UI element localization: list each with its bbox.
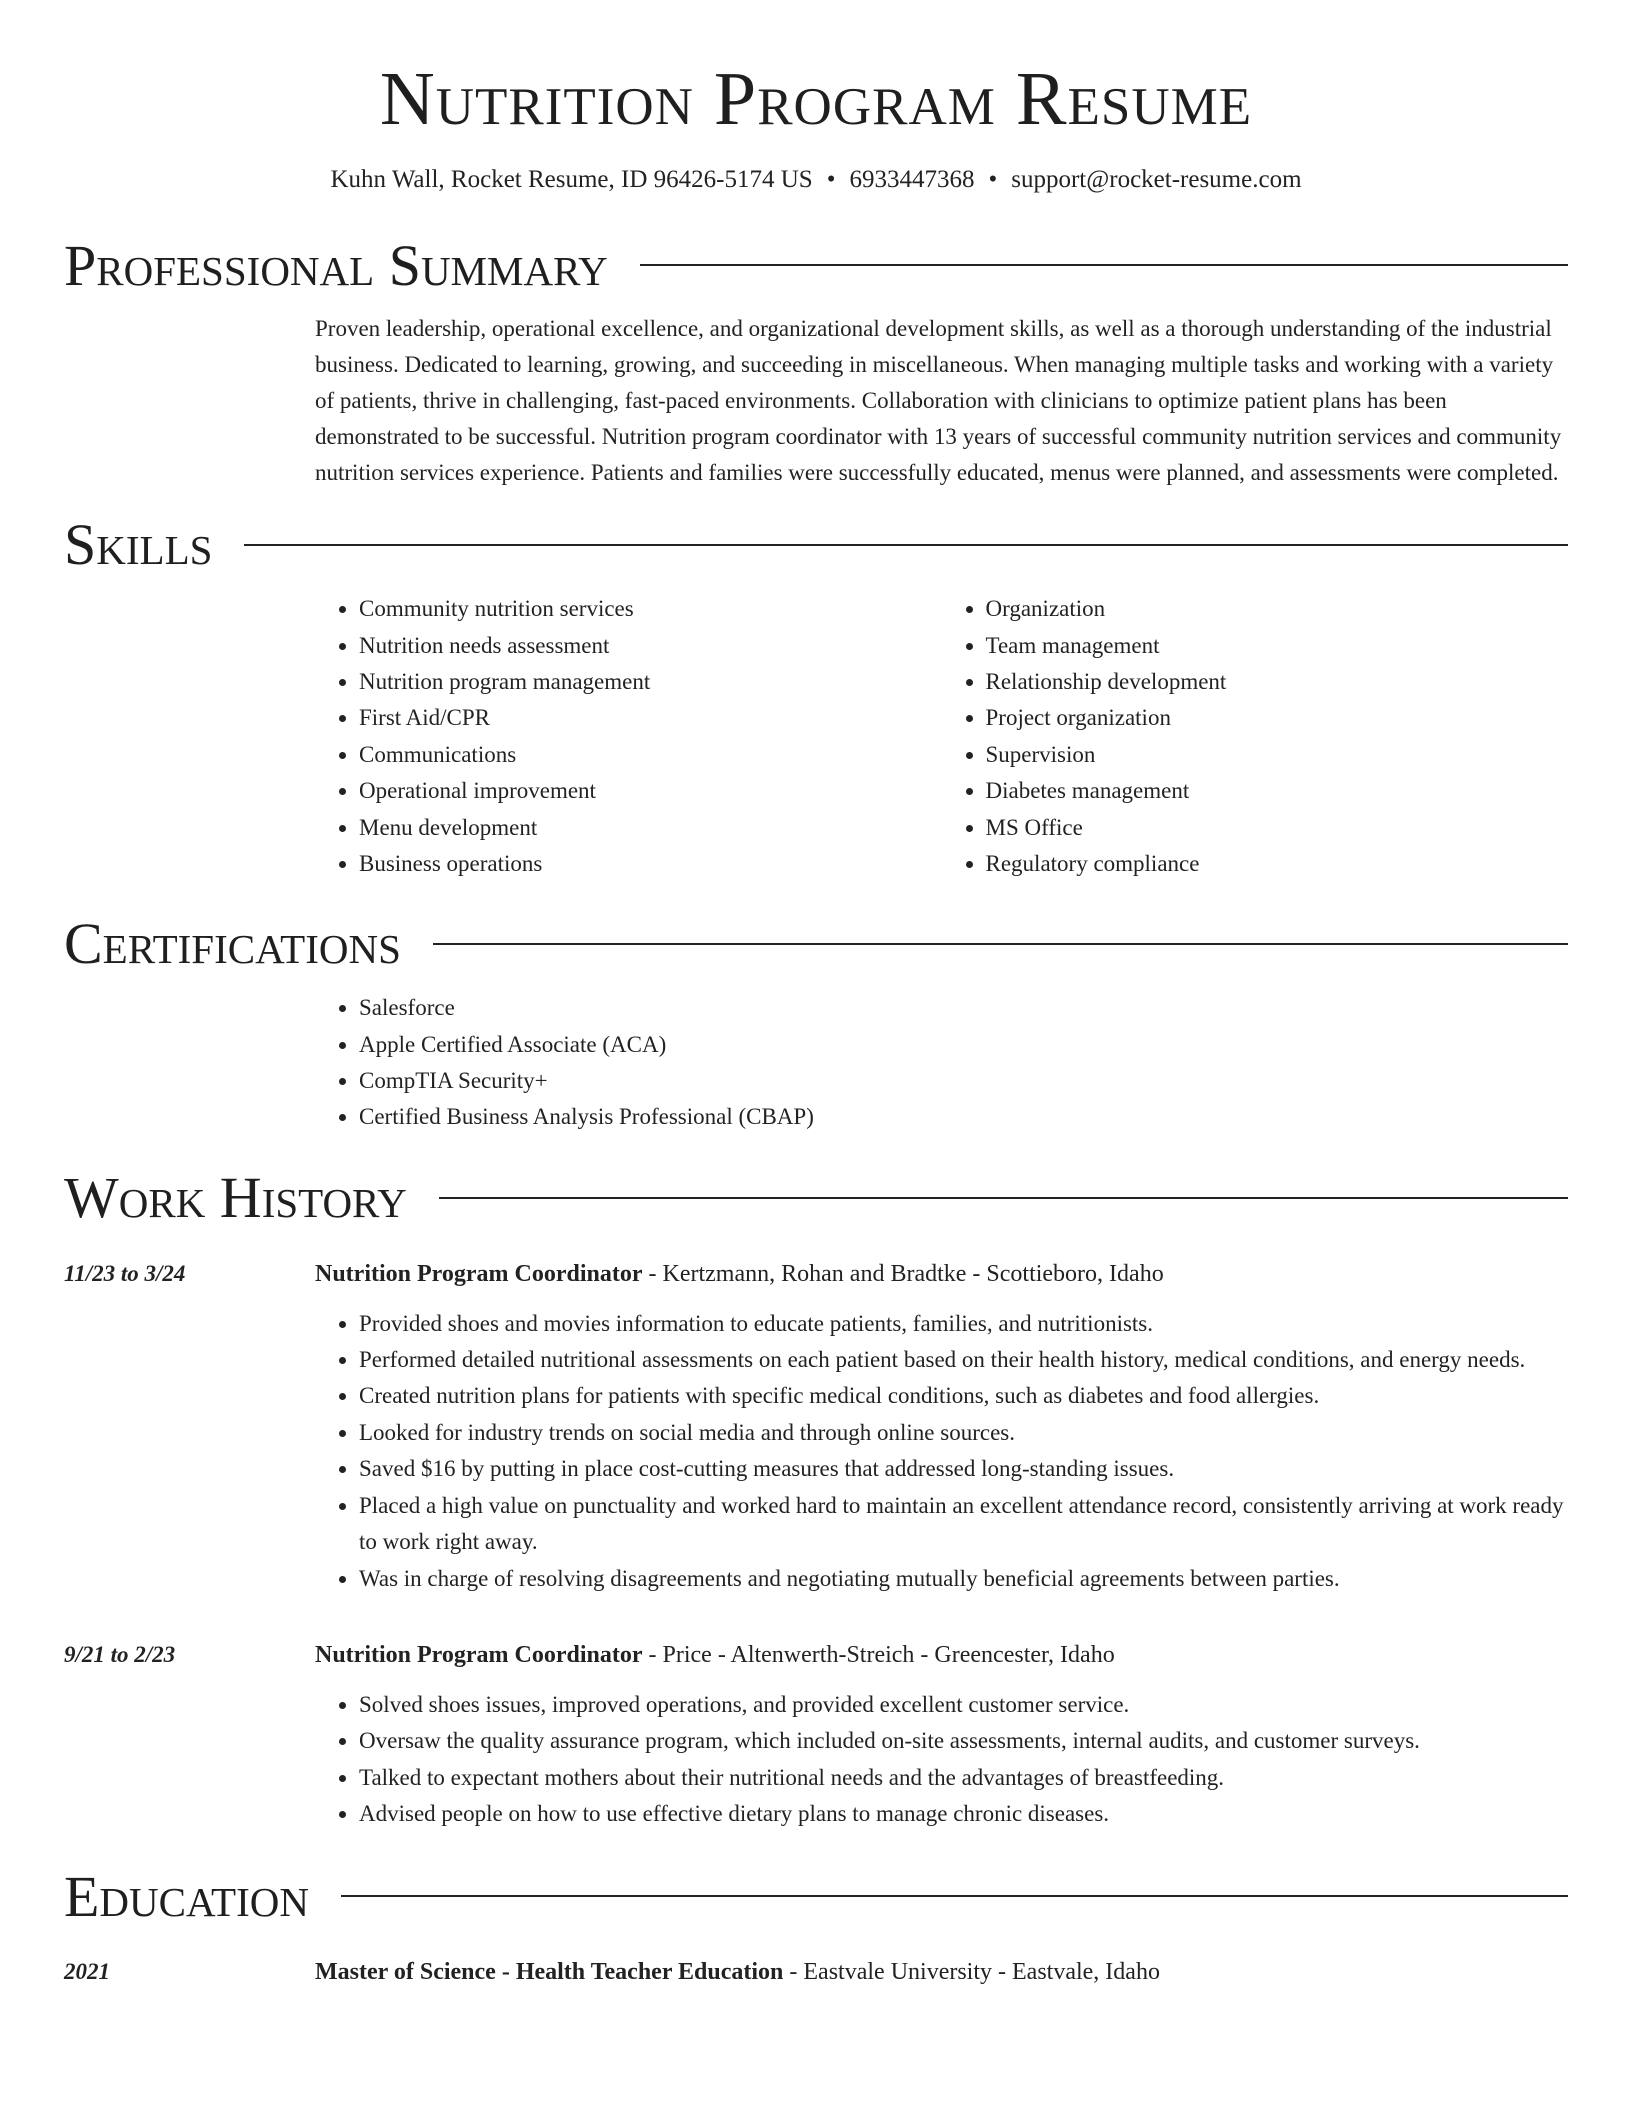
- job-employer: - Kertzmann, Rohan and Bradtke - Scottieboro, Idaho: [642, 1260, 1164, 1287]
- list-item: • Relationship development: [986, 664, 1569, 700]
- job-title: Nutrition Program Coordinator: [315, 1641, 643, 1668]
- section-title: Skills: [64, 512, 213, 578]
- list-item: • Looked for industry trends on social media and through online sources.: [359, 1415, 1568, 1451]
- certifications-list: [315, 990, 1568, 1136]
- summary-text: Proven leadership, operational excellence, and organizational development skills, as well as a thorough understanding of the industrial business. Dedicated to learning, growing, and succeeding in miscellaneous. When managing multiple tasks and working with a variety of patients, thrive in challenging, fast-paced environments. Collaboration with clinicians to optimize patient plans has been demonstrated to be successful. Nutrition program coordinator with 13 years of successful community nutrition services and community nutrition services experience. Patients and families were successfully educated, menus were planned, and assessments were completed.: [315, 316, 1562, 486]
- section-header-skills: [64, 513, 1568, 577]
- list-item: • Team management: [986, 628, 1569, 664]
- list-item: • Operational improvement: [359, 773, 942, 809]
- list-item: • Advised people on how to use effective dietary plans to manage chronic diseases.: [359, 1796, 1568, 1832]
- section-header-education: [64, 1865, 1568, 1929]
- list-item: • MS Office: [986, 810, 1569, 846]
- skills-column-right: [942, 591, 1569, 882]
- list-item: • Performed detailed nutritional assessments on each patient based on their health history, medical conditions, and energy needs.: [359, 1342, 1568, 1378]
- list-item: • Project organization: [986, 700, 1569, 736]
- resume-title: Nutrition Program Resume: [379, 57, 1253, 141]
- list-item: • Community nutrition services: [359, 591, 942, 627]
- job-employer: - Price - Altenwerth-Streich - Greencester, Idaho: [642, 1641, 1115, 1668]
- phone[interactable]: 6933447368: [849, 165, 975, 193]
- resume-page: [64, 0, 1568, 1990]
- job-title: Nutrition Program Coordinator: [315, 1260, 643, 1287]
- list-item: • Was in charge of resolving disagreements and negotiating mutually beneficial agreements between parties.: [359, 1561, 1568, 1597]
- separator: •: [988, 165, 998, 193]
- email[interactable]: support@rocket-resume.com: [1011, 165, 1302, 193]
- list-item: • Solved shoes issues, improved operations, and provided excellent customer service.: [359, 1687, 1568, 1723]
- skills-column-left: [315, 591, 942, 882]
- list-item: • Organization: [986, 591, 1569, 627]
- list-item: • Regulatory compliance: [986, 846, 1569, 882]
- list-item: • Oversaw the quality assurance program, which included on-site assessments, internal audits, and customer surveys.: [359, 1723, 1568, 1759]
- list-item: • Salesforce: [359, 990, 1568, 1026]
- education-header: [315, 1954, 1160, 1990]
- list-item: • First Aid/CPR: [359, 700, 942, 736]
- section-header-summary: [64, 234, 1568, 298]
- skills-list: [315, 591, 1568, 882]
- section-title: Work History: [64, 1164, 407, 1230]
- section-title: Certifications: [64, 911, 401, 977]
- job-entry: [64, 1256, 1568, 1597]
- section-divider: [640, 264, 1568, 266]
- degree: Master of Science - Health Teacher Education: [315, 1959, 784, 1986]
- address: Kuhn Wall, Rocket Resume, ID 96426-5174 US: [330, 165, 813, 193]
- list-item: • Certified Business Analysis Professional (CBAP): [359, 1099, 1568, 1135]
- list-item: • Nutrition needs assessment: [359, 628, 942, 664]
- list-item: • Apple Certified Associate (ACA): [359, 1027, 1568, 1063]
- section-header-certifications: [64, 912, 1568, 976]
- section-divider: [244, 544, 1568, 546]
- job-header: [315, 1256, 1568, 1292]
- list-item: • Business operations: [359, 846, 942, 882]
- job-date: 9/21 to 2/23: [64, 1641, 176, 1667]
- education-entry: [64, 1954, 1568, 1990]
- section-title: Professional Summary: [64, 232, 608, 298]
- section-divider: [439, 1197, 1568, 1199]
- list-item: • Created nutrition plans for patients with specific medical conditions, such as diabetes and food allergies.: [359, 1378, 1568, 1414]
- separator: •: [826, 165, 836, 193]
- education-date: 2021: [64, 1959, 110, 1985]
- list-item: • Talked to expectant mothers about their nutritional needs and the advantages of breastfeeding.: [359, 1760, 1568, 1796]
- section-divider: [433, 943, 1568, 945]
- list-item: • CompTIA Security+: [359, 1063, 1568, 1099]
- list-item: • Provided shoes and movies information to educate patients, families, and nutritionists.: [359, 1306, 1568, 1342]
- job-header: [315, 1637, 1568, 1673]
- job-bullets: [315, 1687, 1568, 1833]
- section-header-work-history: [64, 1166, 1568, 1230]
- section-divider: [341, 1895, 1568, 1897]
- list-item: • Saved $16 by putting in place cost-cutting measures that addressed long-standing issues.: [359, 1451, 1568, 1487]
- list-item: • Diabetes management: [986, 773, 1569, 809]
- list-item: • Placed a high value on punctuality and worked hard to maintain an excellent attendance record, consistently arriving at work ready to work right away.: [359, 1488, 1568, 1561]
- section-title: Education: [64, 1863, 309, 1929]
- job-bullets: [315, 1306, 1568, 1597]
- list-item: • Communications: [359, 737, 942, 773]
- contact-line: [64, 166, 1568, 194]
- list-item: • Supervision: [986, 737, 1569, 773]
- school: - Eastvale University - Eastvale, Idaho: [783, 1959, 1160, 1986]
- list-item: • Nutrition program management: [359, 664, 942, 700]
- list-item: • Menu development: [359, 810, 942, 846]
- job-date: 11/23 to 3/24: [64, 1260, 186, 1286]
- job-entry: [64, 1637, 1568, 1833]
